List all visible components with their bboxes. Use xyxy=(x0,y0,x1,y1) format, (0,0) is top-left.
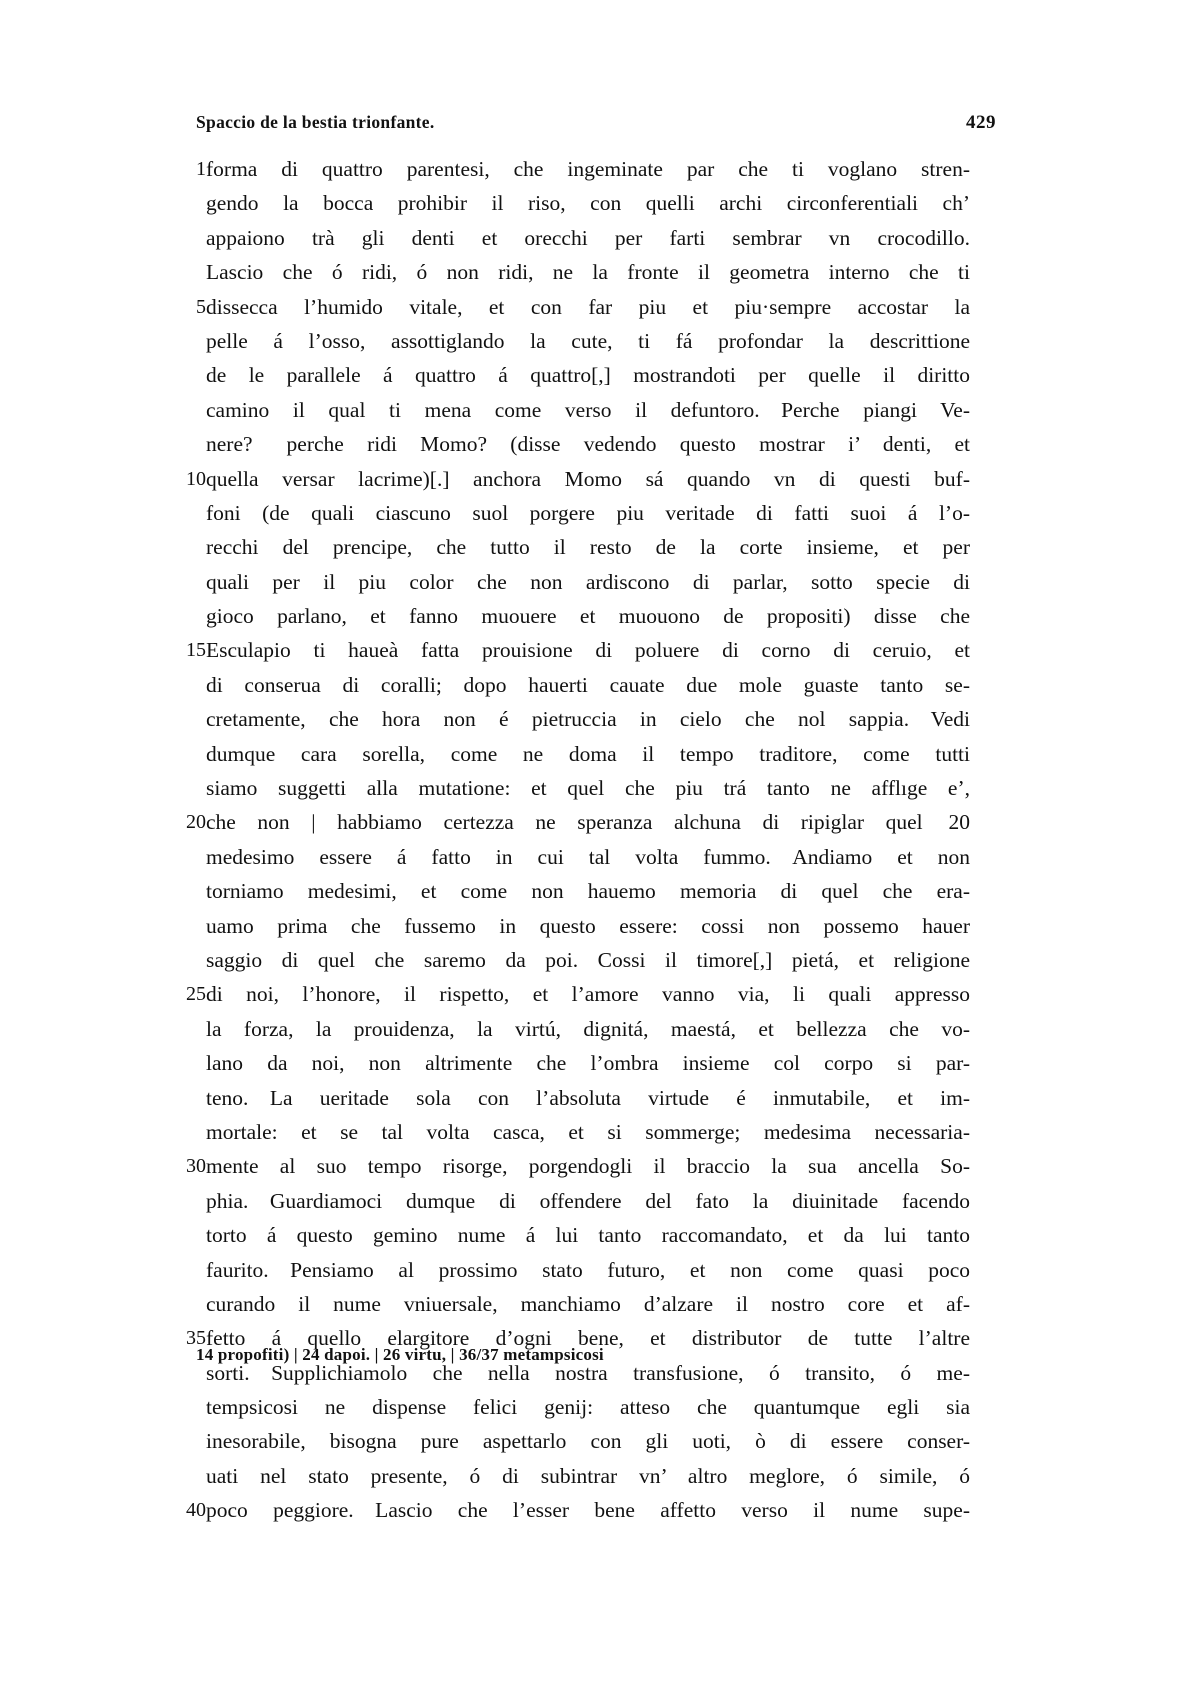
text-line xyxy=(170,1493,970,1527)
text-line xyxy=(170,1115,970,1149)
line-text: dissecca l’humido vitale, et con far piu et piu·sempre accostar la xyxy=(206,294,970,319)
footnote-text: 14 propofiti) | 24 dapoi. | 26 virtu, | 36/37 metampsicosi xyxy=(196,1345,604,1364)
line-text: appaiono trà gli denti et orecchi per farti sembrar vn crocodillo. xyxy=(206,225,970,250)
text-line xyxy=(170,462,970,496)
text-line xyxy=(170,840,970,874)
text-line xyxy=(170,943,970,977)
running-head-title: Spaccio de la bestia trionfante. xyxy=(196,112,435,132)
text-line xyxy=(170,530,970,564)
line-text: forma di quattro parentesi, che ingeminate par che ti voglano stren- xyxy=(206,157,970,181)
line-text: che non | habbiamo certezza ne speranza alchuna di ripiglar quel 20 xyxy=(206,810,970,835)
line-number: 30 xyxy=(186,1155,206,1178)
line-number: 40 xyxy=(186,1499,206,1522)
text-line xyxy=(170,221,970,255)
line-text: fetto á quello elargitore d’ogni bene, et distributor de tutte l’altre xyxy=(206,1326,970,1351)
text-line xyxy=(170,565,970,599)
line-text: pelle á l’osso, assottiglando la cute, ti fá profondar la descrittione xyxy=(206,328,970,353)
line-text: di conserua di coralli; dopo hauerti cauate due mole guaste tanto se- xyxy=(206,672,970,697)
text-line xyxy=(170,358,970,392)
line-text: Lascio che ó ridi, ó non ridi, ne la fronte il geometra interno che ti xyxy=(206,260,970,285)
line-text: gendo la bocca prohibir il riso, con quelli archi circonferentiali ch’ xyxy=(206,191,970,216)
line-text: nere? perche ridi Momo? (disse vedendo questo mostrar i’ denti, et xyxy=(206,432,970,457)
line-text: medesimo essere á fatto in cui tal volta fummo. Andiamo et non xyxy=(206,844,970,869)
text-line xyxy=(170,1081,970,1115)
text-line xyxy=(170,599,970,633)
text-line xyxy=(170,1253,970,1287)
line-text: gioco parlano, et fanno muouere et muouono de propositi) disse che xyxy=(206,604,970,629)
line-text: torniamo medesimi, et come non hauemo memoria di quel che era- xyxy=(206,879,970,904)
line-text: lano da noi, non altrimente che l’ombra insieme col corpo si par- xyxy=(206,1051,970,1076)
line-text: recchi del prencipe, che tutto il resto de la corte insieme, et per xyxy=(206,535,970,560)
text-line xyxy=(170,255,970,289)
text-line xyxy=(170,1046,970,1080)
line-number: 35 xyxy=(186,1327,206,1350)
text-line xyxy=(170,324,970,358)
text-line xyxy=(170,1218,970,1252)
text-line xyxy=(170,702,970,736)
text-line xyxy=(170,668,970,702)
text-line xyxy=(170,633,970,667)
text-line xyxy=(170,290,970,324)
footnote-apparatus xyxy=(196,1345,996,1365)
text-line xyxy=(170,427,970,461)
text-line xyxy=(170,186,970,220)
line-text: foni (de quali ciascuno suol porgere piu veritade di fatti suoi á l’o- xyxy=(206,500,970,525)
line-text: mortale: et se tal volta casca, et si sommerge; medesima necessaria- xyxy=(206,1119,970,1144)
line-text: tempsicosi ne dispense felici genij: atteso che quantumque egli sia xyxy=(206,1395,970,1420)
text-line xyxy=(170,1424,970,1458)
line-text: di noi, l’honore, il rispetto, et l’amore vanno via, li quali appresso xyxy=(206,982,970,1007)
line-text: poco peggiore. Lascio che l’esser bene affetto verso il nume supe- xyxy=(206,1498,970,1523)
line-text: siamo suggetti alla mutatione: et quel che piu trá tanto ne afflıge e’, xyxy=(206,776,970,801)
line-text: la forza, la prouidenza, la virtú, dignitá, maestá, et bellezza che vo- xyxy=(206,1016,970,1041)
line-text: uamo prima che fussemo in questo essere: cossi non possemo hauer xyxy=(206,913,970,938)
body-text-block xyxy=(170,152,970,1528)
line-text: quali per il piu color che non ardiscono di parlar, sotto specie di xyxy=(206,569,970,594)
text-line xyxy=(170,737,970,771)
text-line xyxy=(170,771,970,805)
text-line xyxy=(170,1390,970,1424)
line-text: mente al suo tempo risorge, porgendogli il braccio la sua ancella So- xyxy=(206,1154,970,1179)
line-number: 10 xyxy=(186,467,206,490)
line-text: faurito. Pensiamo al prossimo stato futuro, et non come quasi poco xyxy=(206,1257,970,1282)
page-number: 429 xyxy=(966,112,996,133)
line-text: uati nel stato presente, ó di subintrar vn’ altro meglore, ó simile, ó xyxy=(206,1463,970,1488)
line-text: inesorabile, bisogna pure aspettarlo con gli uoti, ò di essere conser- xyxy=(206,1429,970,1454)
text-line xyxy=(170,1287,970,1321)
line-number: 5 xyxy=(196,295,206,318)
line-text: torto á questo gemino nume á lui tanto raccomandato, et da lui tanto xyxy=(206,1223,970,1248)
text-line xyxy=(170,805,970,839)
line-text: quella versar lacrime)[.] anchora Momo sá quando vn di questi buf- xyxy=(206,466,970,491)
line-text: phia. Guardiamoci dumque di offendere del fato la diuinitade facendo xyxy=(206,1188,970,1213)
text-line xyxy=(170,1459,970,1493)
text-line xyxy=(170,909,970,943)
line-text: curando il nume vniuersale, manchiamo d’alzare il nostro core et af- xyxy=(206,1291,970,1316)
line-number: 1 xyxy=(196,158,206,180)
text-line xyxy=(170,496,970,530)
line-text: camino il qual ti mena come verso il defuntoro. Perche piangi Ve- xyxy=(206,397,970,422)
line-text: saggio di quel che saremo da poi. Cossi il timore[,] pietá, et religione xyxy=(206,947,970,972)
text-line xyxy=(170,393,970,427)
line-text: dumque cara sorella, come ne doma il tempo traditore, come tutti xyxy=(206,741,970,766)
line-text: sorti. Supplichiamolo che nella nostra transfusione, ó transito, ó me- xyxy=(206,1360,970,1385)
line-number: 20 xyxy=(186,811,206,834)
text-line xyxy=(170,1012,970,1046)
line-number: 15 xyxy=(186,639,206,662)
text-line xyxy=(170,874,970,908)
line-text: de le parallele á quattro á quattro[,] mostrandoti per quelle il diritto xyxy=(206,363,970,388)
text-line xyxy=(170,977,970,1011)
text-line xyxy=(170,152,970,186)
text-line xyxy=(170,1149,970,1183)
line-text: Esculapio ti haueà fatta prouisione di poluere di corno di ceruio, et xyxy=(206,638,970,663)
line-text: teno. La ueritade sola con l’absoluta virtude é inmutabile, et im- xyxy=(206,1085,970,1110)
line-text: cretamente, che hora non é pietruccia in cielo che nol sappia. Vedi xyxy=(206,707,970,732)
running-head xyxy=(196,112,996,134)
line-number: 25 xyxy=(186,983,206,1006)
text-line xyxy=(170,1184,970,1218)
